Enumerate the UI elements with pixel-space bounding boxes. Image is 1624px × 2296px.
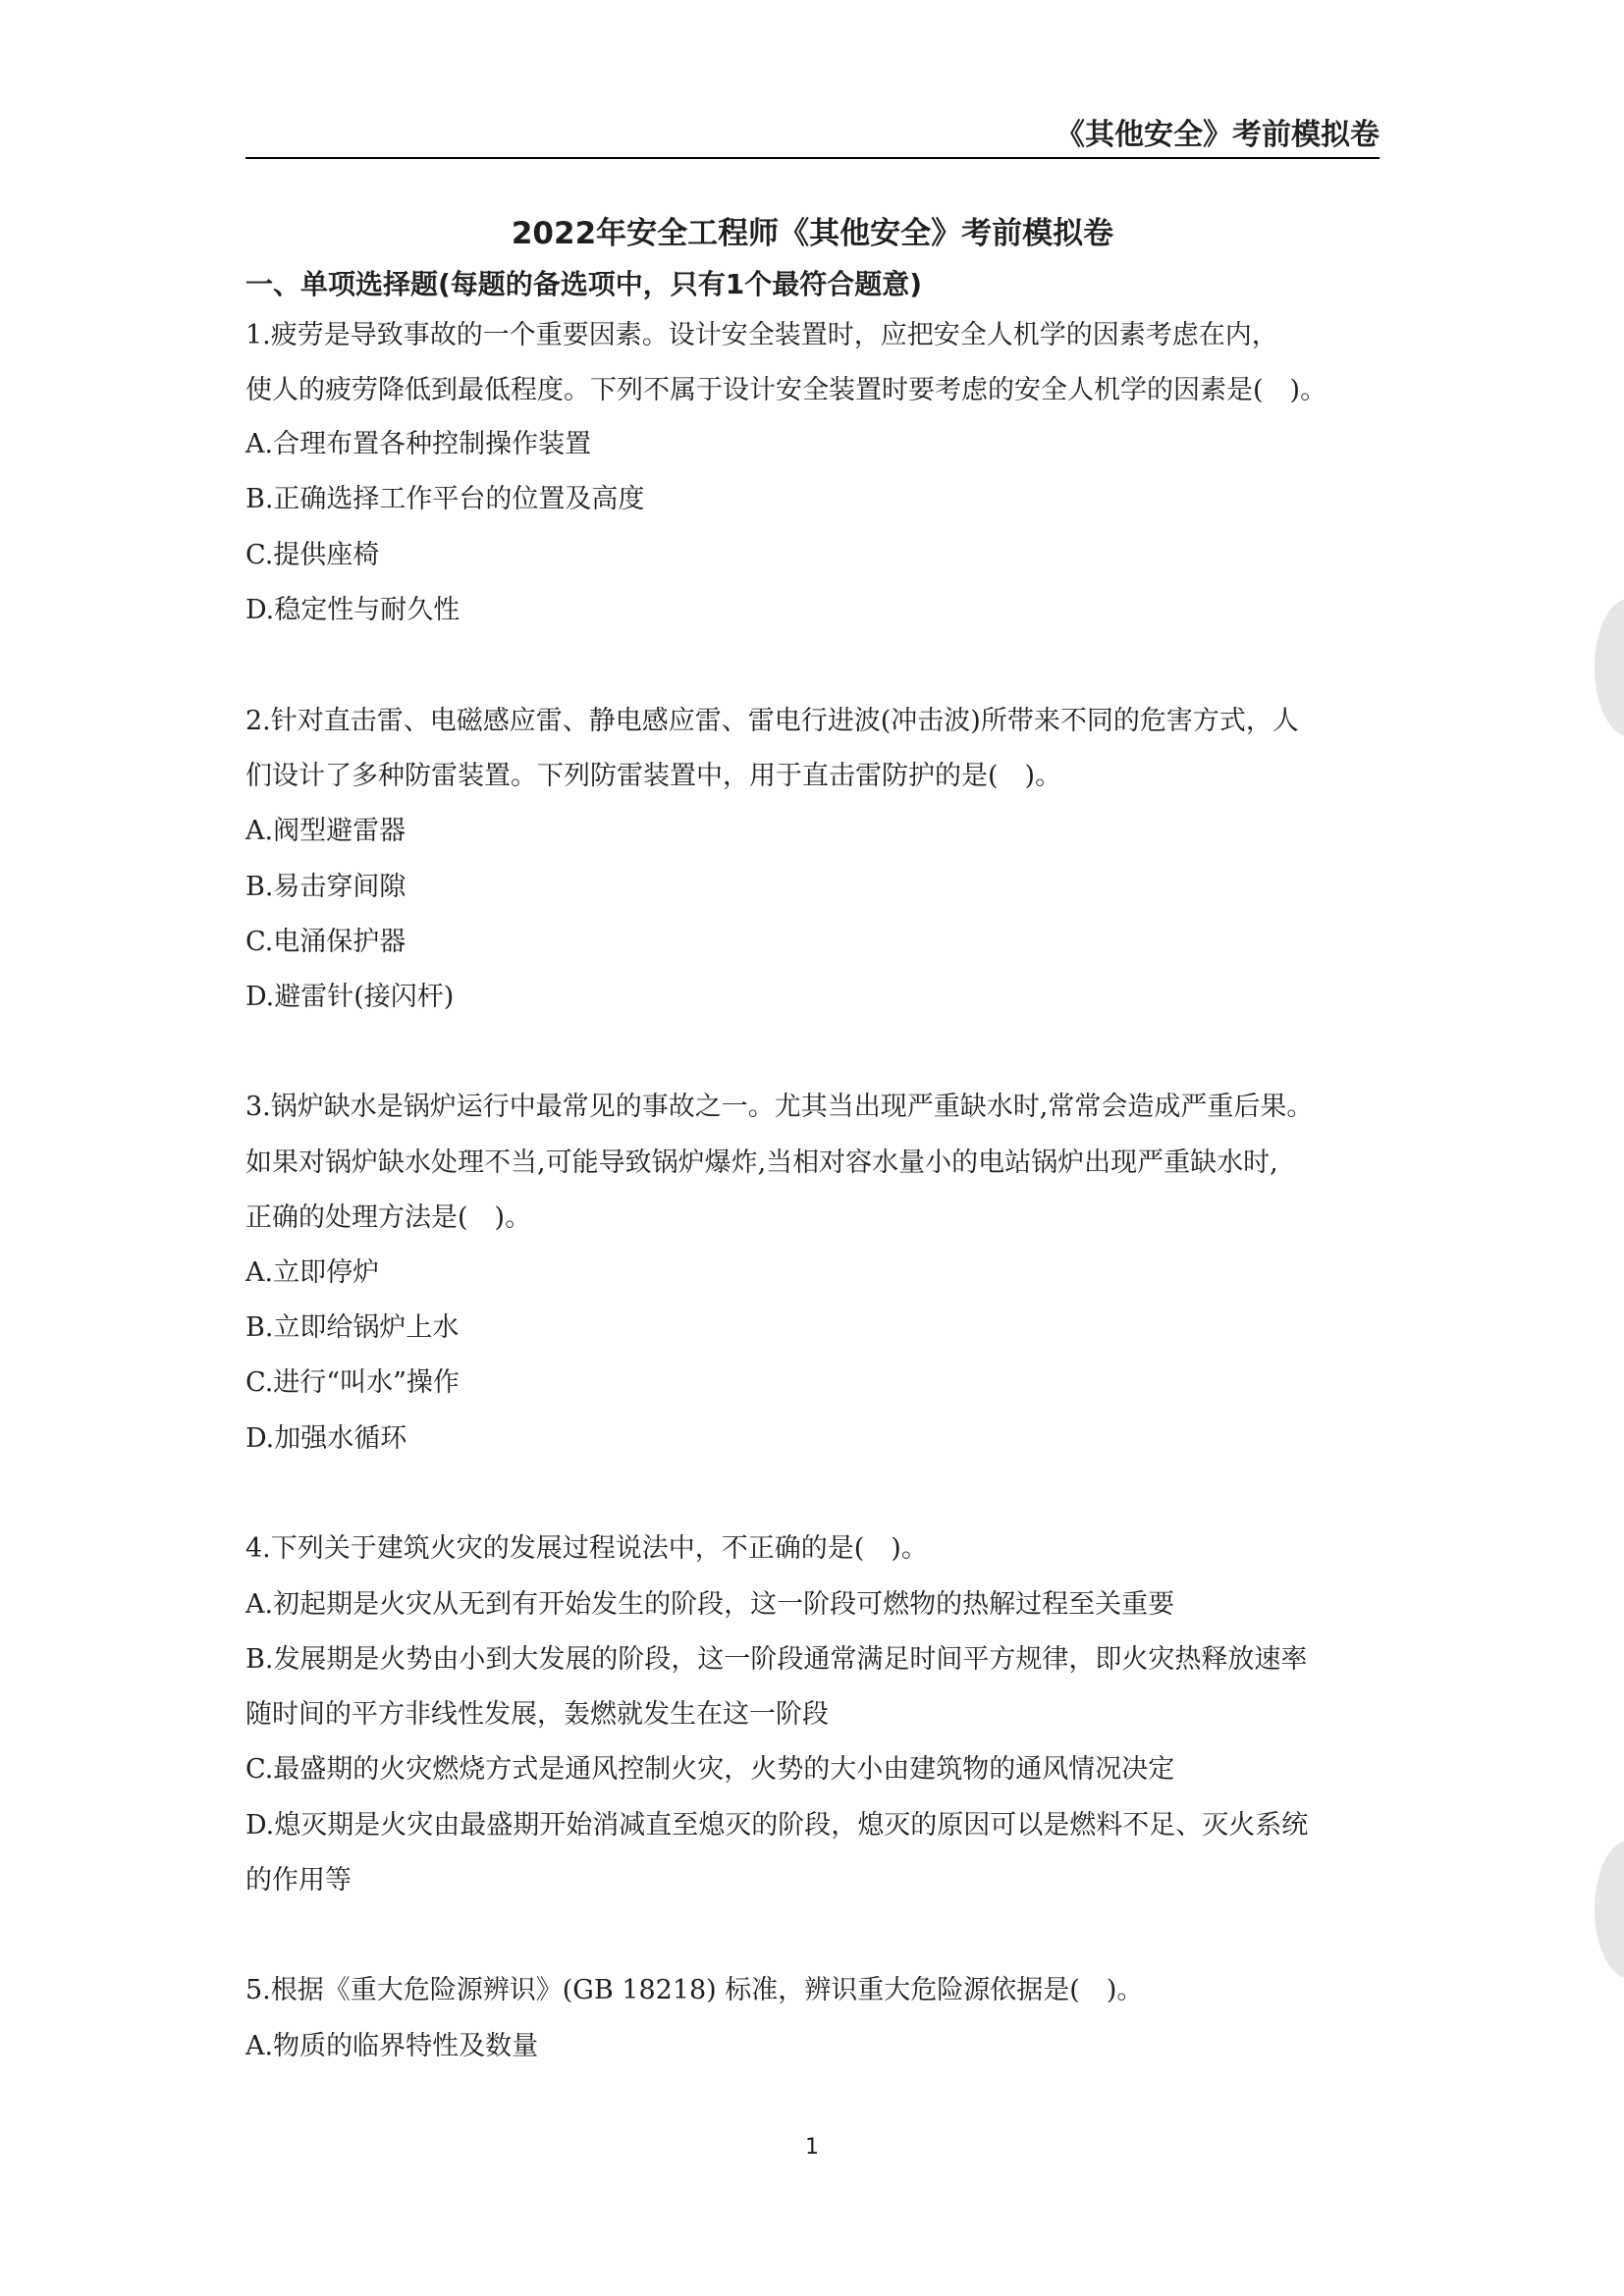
question-stem: 1.疲劳是导致事故的一个重要因素。设计安全装置时，应把安全人机学的因素考虑在内， [245, 320, 1278, 350]
option-d-continued: 的作用等 [245, 1865, 352, 1896]
option-c: C.最盛期的火灾燃烧方式是通风控制火灾，火势的大小由建筑物的通风情况决定 [245, 1754, 1175, 1785]
option-c: C.提供座椅 [245, 540, 380, 570]
scan-edge-shadow [1595, 599, 1624, 736]
option-b: B.正确选择工作平台的位置及高度 [245, 484, 645, 514]
question-stem: 2.针对直击雷、电磁感应雷、静电感应雷、雷电行进波(冲击波)所带来不同的危害方式，人 [245, 706, 1299, 736]
question-stem: 正确的处理方法是( )。 [245, 1202, 532, 1233]
option-b: B.发展期是火势由小到大发展的阶段，这一阶段通常满足时间平方规律，即火灾热释放速率 [245, 1644, 1308, 1675]
option-c: C.电涌保护器 [245, 927, 406, 957]
page-header: 《其他安全》考前模拟卷 [1056, 118, 1380, 152]
option-a: A.初起期是火灾从无到有开始发生的阶段，这一阶段可燃物的热解过程至关重要 [245, 1589, 1175, 1620]
document-title: 2022年安全工程师《其他安全》考前模拟卷 [511, 216, 1114, 251]
option-d: D.加强水循环 [245, 1423, 407, 1454]
question-stem: 们设计了多种防雷装置。下列防雷装置中，用于直击雷防护的是( )。 [245, 761, 1062, 791]
option-a: A.合理布置各种控制操作装置 [245, 429, 592, 459]
option-a: A.物质的临界特性及数量 [245, 2031, 539, 2061]
header-rule [245, 157, 1380, 159]
page-number: 1 [805, 2135, 819, 2160]
option-b: B.立即给锅炉上水 [245, 1312, 460, 1343]
question-stem: 如果对锅炉缺水处理不当,可能导致锅炉爆炸,当相对容水量小的电站锅炉出现严重缺水时, [245, 1148, 1278, 1178]
option-d: D.熄灭期是火灾由最盛期开始消减直至熄灭的阶段，熄灭的原因可以是燃料不足、灭火系统 [245, 1810, 1309, 1841]
option-b: B.易击穿间隙 [245, 872, 406, 902]
option-a: A.阀型避雷器 [245, 816, 406, 846]
option-a: A.立即停炉 [245, 1257, 380, 1288]
question-stem: 5.根据《重大危险源辨识》(GB 18218) 标准，辨识重大危险源依据是( )。 [245, 1975, 1144, 2005]
question-stem: 3.锅炉缺水是锅炉运行中最常见的事故之一。尤其当出现严重缺水时,常常会造成严重后果。 [245, 1092, 1314, 1122]
question-stem: 4.下列关于建筑火灾的发展过程说法中，不正确的是( )。 [245, 1533, 928, 1564]
section-heading: 一、单项选择题(每题的备选项中，只有1个最符合题意) [245, 268, 923, 300]
question-stem: 使人的疲劳降低到最低程度。下列不属于设计安全装置时要考虑的安全人机学的因素是( )。 [245, 375, 1327, 405]
scan-edge-shadow [1595, 1841, 1624, 1978]
option-c: C.进行“叫水”操作 [245, 1367, 460, 1398]
option-d: D.避雷针(接闪杆) [245, 982, 455, 1012]
option-d: D.稳定性与耐久性 [245, 595, 460, 625]
option-b-continued: 随时间的平方非线性发展，轰燃就发生在这一阶段 [245, 1699, 829, 1730]
